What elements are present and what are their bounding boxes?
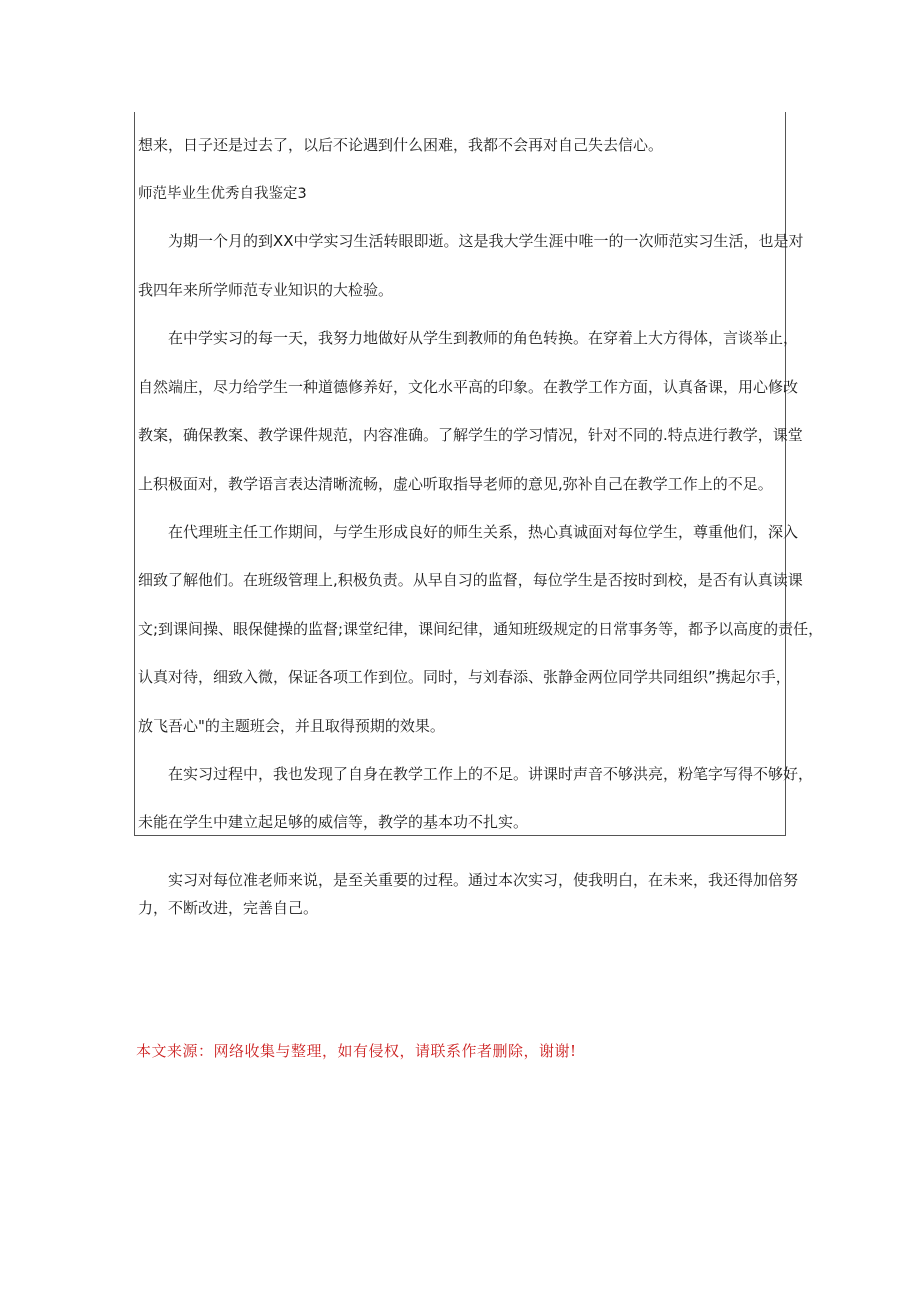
paragraph-line: 上积极面对，教学语言表达清晰流畅，虚心听取指导老师的意见,弥补自己在教学工作上的不足。 [138,475,773,493]
paragraph-line: 我四年来所学师范专业知识的大检验。 [138,281,394,299]
closing-paragraph-line: 力，不断改进，完善自己。 [138,899,319,917]
paragraph-line: 未能在学生中建立起足够的威信等，教学的基本功不扎实。 [138,813,529,831]
closing-paragraph-line: 实习对每位准老师来说，是至关重要的过程。通过本次实习，使我明白，在未来，我还得加倍努 [168,871,799,889]
paragraph-line: 认真对待，细致入微，保证各项工作到位。同时，与刘春添、张静金两位同学共同组织”携起尔手， [138,668,791,686]
paragraph-line: 在代理班主任工作期间，与学生形成良好的师生关系，热心真诚面对每位学生，尊重他们，深入 [168,523,799,541]
paragraph-line: 在实习过程中，我也发现了自身在教学工作上的不足。讲课时声音不够洪亮，粉笔字写得不够好， [168,765,814,783]
paragraph-line: 文;到课间操、眼保健操的监督;课堂纪律，课间纪律，通知班级规定的日常事务等，都予以高度的责任， [138,620,824,638]
paragraph-line: 放飞吾心"的主题班会，并且取得预期的效果。 [138,717,445,735]
section-heading: 师范毕业生优秀自我鉴定3 [138,186,307,202]
paragraph-line: 在中学实习的每一天，我努力地做好从学生到教师的角色转换。在穿着上大方得体，言谈举止， [168,329,799,347]
paragraph-line: 细致了解他们。在班级管理上,积极负责。从早自习的监督，每位学生是否按时到校，是否有认真读课 [138,571,803,589]
paragraph-line: 想来，日子还是过去了，以后不论遇到什么困难，我都不会再对自己失去信心。 [138,136,664,154]
paragraph-line: 自然端庄，尽力给学生一种道德修养好，文化水平高的印象。在教学工作方面，认真备课，用心修改 [138,378,799,396]
paragraph-line: 教案，确保教案、教学课件规范，内容准确。了解学生的学习情况，针对不同的.特点进行教学，课堂 [138,426,803,444]
paragraph-line: 为期一个月的到XX中学实习生活转眼即逝。这是我大学生涯中唯一的一次师范实习生活，也是对 [168,232,804,250]
source-note: 本文来源：网络收集与整理，如有侵权，请联系作者删除，谢谢! [136,1042,577,1060]
